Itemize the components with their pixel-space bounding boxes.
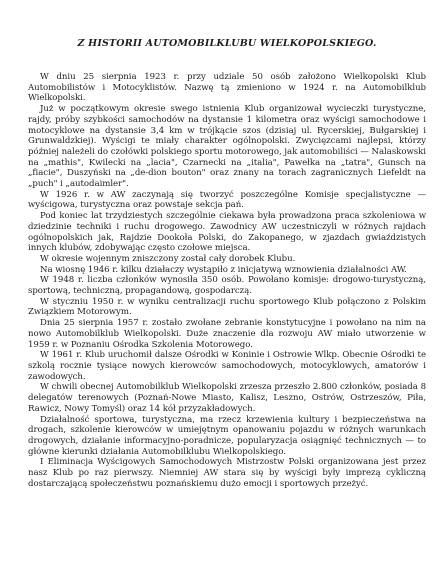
- paragraph-thirties-training: Pod koniec lat trzydziestych szczególnie ciekawa była prowadzona praca szkoleniowa w dziedzinie techniki i ruchu drogowego. Zawodnicy AW uczestniczyli w różnych rajdach ogólnopolskich jak, Rajdzie Dookoła Polski, do Zakopanego, w zjazdach gwiaździstych innych klubów, zdobywając często czołowe miejsca.: [28, 211, 426, 254]
- paragraph-commissions-1926: W 1926 r. w AW zaczynają się tworzyć poszczególne Komisje specjalistyczne — wyścigowa, turystyczna oraz powstaje sekcja pań.: [28, 189, 426, 211]
- paragraph-early-activity: Już w początkowym okresie swego istnienia Klub organizował wycieczki turystyczne, rajdy, próby szybkości samochodów na dystansie 1 kilometra oraz wyścigi samochodowe i motocyklowe na dystansie 3,4 km w trójkącie szos (dzisiaj ul. Rycerskiej, Bułgarskiej i Grunwaldzkiej). Wyścigi te miały charakter ogólnopolski. Zwycięzcami najlepsi, którzy później należeli do czołówki polskiego sportu motorowego, jak automobiliści — Nalaskowski na „mathis", Kwilecki na „lacia", Czarnecki na „italia", Pawełka na „tatra", Gunsch na „fiacie", Duszyński na „de-dion bouton" oraz znany na torach zagranicznych Liefeldt na „puch" i „autodaimler".: [28, 104, 426, 190]
- paragraph-activity-areas: Działalność sportowa, turystyczna, ma rzecz krzewienia kultury i bezpieczeństwa na drogach, szkolenie kierowców w umiejętnym opanowaniu pojazdu w różnych warunkach drogowych, działanie informacyjno-poradnicze, popularyzacja osiągnięć technicznych — to główne kierunki działania Automobilklubu Wielkopolskiego.: [28, 414, 426, 457]
- paragraph-revival-1946: Na wiosnę 1946 r. kilku działaczy wystąpiło z inicjatywą wznowienia działalności AW.: [40, 264, 407, 275]
- paragraph-first-elimination: I Eliminacja Wyścigowych Samochodowych Mistrzostw Polski organizowana jest przez nasz Klub po raz pierwszy. Niemniej AW stara się by wyścigi były imprezą cykliczną dostarczającą społeczeństwu poznańskiemu dużo emocji i sportowych przeżyć.: [28, 457, 426, 489]
- document-title: Z HISTORII AUTOMOBILKLUBU WIELKOPOLSKIEGO.: [77, 38, 377, 49]
- paragraph-refounding-1957: Dnia 25 sierpnia 1957 r. zostało zwołane zebranie konstytucyjne i powołano na nim na nowo Automobilklub Wielkopolski. Duże znaczenie dla rozwoju AW miało utworzenie w 1959 r. w Poznaniu Ośrodka Szkolenia Motorowego.: [28, 318, 426, 350]
- document-body: [28, 72, 426, 489]
- paragraph-members-1948: W 1948 r. liczba członków wynosiła 350 osób. Powołano komisje: drogowo-turystyczną, sportową, techniczną, propagandową, gospodarczą.: [28, 275, 426, 297]
- paragraph-founding: W dniu 25 sierpnia 1923 r. przy udziale 50 osób założono Wielkopolski Klub Automobilistów i Motocyklistów. Nazwę tą zmieniono w 1924 r. na Automobilklub Wielkopolski.: [28, 72, 426, 104]
- paragraph-war-losses: W okresie wojennym zniszczony został cały dorobek Klubu.: [40, 253, 296, 264]
- paragraph-current-state: W chwili obecnej Automobilklub Wielkopolski zrzesza przeszło 2.800 członków, posiada 8 delegatów terenowych (Poznań-Nowe Miasto, Kalisz, Leszno, Ostrów, Ostrzeszów, Piła, Rawicz, Nowy Tomyśl) oraz 14 kół przyzakładowych.: [28, 382, 426, 414]
- paragraph-centralization-1950: W styczniu 1950 r. w wyniku centralizacji ruchu sportowego Klub połączono z Polskim Związkiem Motorowym.: [28, 296, 426, 318]
- paragraph-centers-1961: W 1961 r. Klub uruchomił dalsze Ośrodki w Koninie i Ostrowie Wlkp. Obecnie Ośrodki te szkolą rocznie tysiące nowych kierowców samochodowych, motocyklowych, amatorów i zawodowych.: [28, 350, 426, 382]
